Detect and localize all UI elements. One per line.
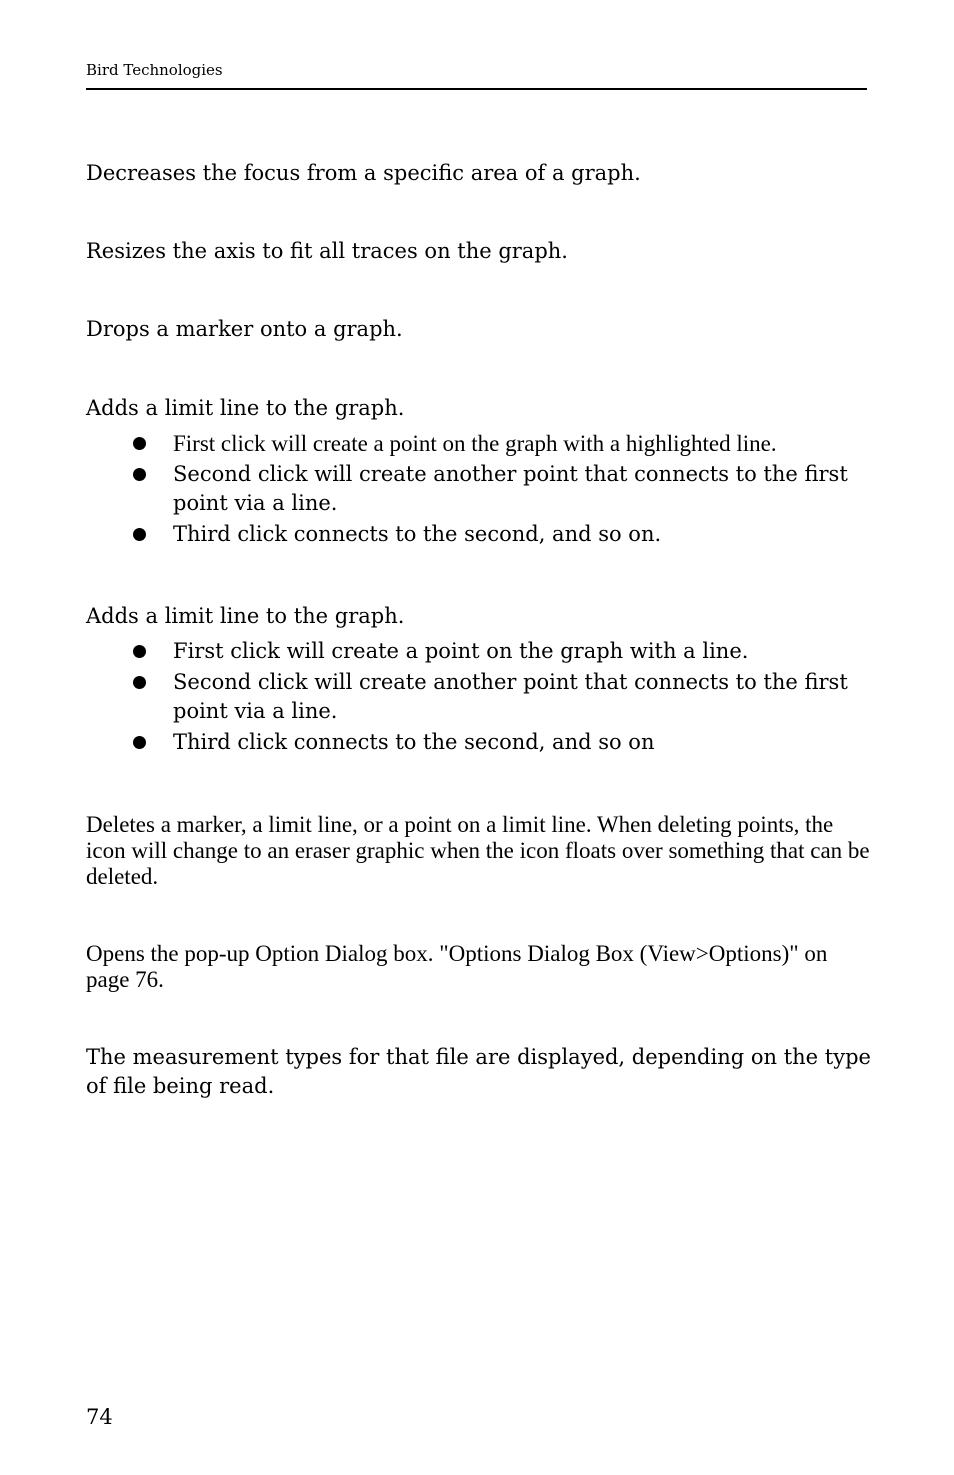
list-item-text: Second click will create another point that connects to the first point via a line. (173, 670, 848, 723)
list-item-text: Third click connects to the second, and so on (173, 730, 655, 754)
delete-description: Deletes a marker, a limit line, or a point on a limit line. When deleting points, the icon will change to an eraser graphic when the icon floats over something that can be deleted. (86, 812, 870, 889)
marker-description: Drops a marker onto a graph. (86, 317, 403, 341)
header-title: Bird Technologies (86, 61, 223, 79)
list-item (86, 728, 876, 757)
zoom-out-description: Decreases the focus from a specific area of a graph. (86, 161, 641, 185)
list-item (86, 637, 876, 666)
list-item (86, 520, 876, 549)
measurement-description: The measurement types for that file are displayed, depending on the type of file being read. (86, 1045, 871, 1098)
list-item-text: First click will create a point on the graph with a line. (173, 639, 749, 663)
bullet-icon (133, 528, 146, 541)
bullet-icon (133, 468, 146, 481)
bullet-icon (133, 736, 146, 749)
autoscale-description: Resizes the axis to fit all traces on the graph. (86, 239, 568, 263)
bullet-icon (133, 437, 146, 450)
list-item-text: Third click connects to the second, and so on. (173, 522, 662, 546)
list-item (86, 429, 876, 458)
list-item (86, 668, 876, 726)
page-number: 74 (86, 1405, 113, 1429)
bullet-icon (133, 676, 146, 689)
bullet-icon (133, 645, 146, 658)
page-header (86, 58, 867, 90)
options-description: Opens the pop-up Option Dialog box. "Options Dialog Box (View>Options)" on page 76. (86, 941, 828, 992)
list-item-text: First click will create a point on the graph with a highlighted line. (173, 431, 777, 456)
limit-line-2-intro: Adds a limit line to the graph. (86, 604, 405, 628)
limit-line-2-bullet-list (86, 637, 876, 759)
limit-line-intro: Adds a limit line to the graph. (86, 396, 405, 420)
limit-line-bullet-list (86, 429, 876, 551)
list-item-text: Second click will create another point that connects to the first point via a line. (173, 462, 848, 515)
list-item (86, 460, 876, 518)
